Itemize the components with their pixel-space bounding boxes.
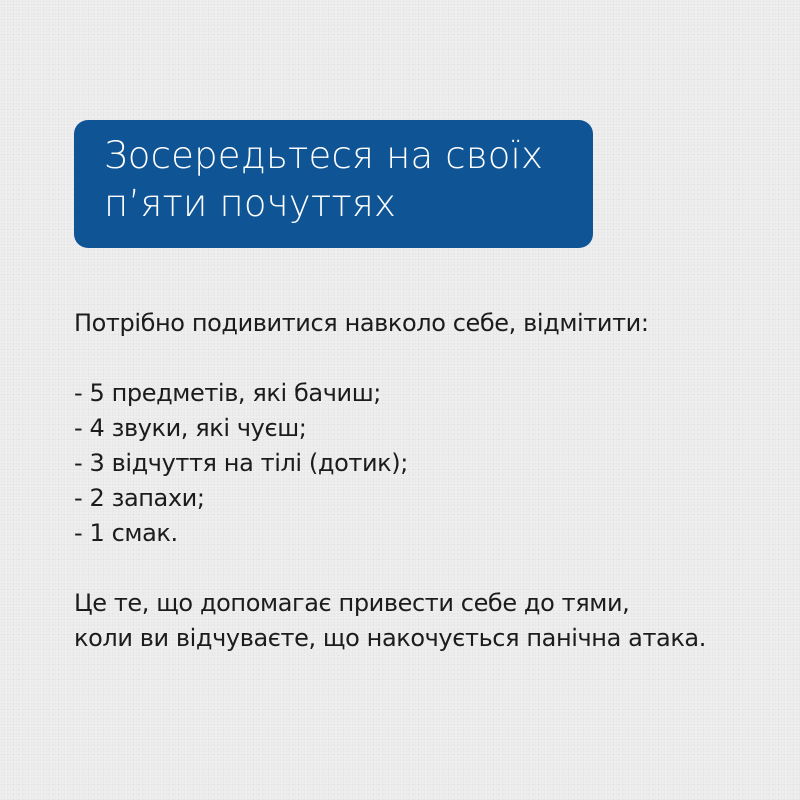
body-text: [74, 306, 754, 656]
title-line-1: Зосередьтеся на своїх: [104, 134, 544, 177]
senses-list: [74, 376, 754, 551]
list-item: - 1 смак.: [74, 519, 178, 547]
list-item: - 2 запахи;: [74, 484, 205, 512]
spacer: [74, 551, 754, 586]
title-line-2: п’яти почуттях: [104, 182, 397, 225]
intro-text: Потрібно подивитися навколо себе, відмітити:: [74, 309, 649, 337]
list-item: - 4 звуки, які чуєш;: [74, 414, 307, 442]
list-item: - 5 предметів, які бачиш;: [74, 379, 381, 407]
conclusion-line-1: Це те, що допомагає привести себе до тями,: [74, 589, 630, 617]
list-item: - 3 відчуття на тілі (дотик);: [74, 449, 408, 477]
title-banner: [74, 120, 593, 248]
spacer: [74, 341, 754, 376]
conclusion-line-2: коли ви відчуваєте, що накочується панічна атака.: [74, 624, 706, 652]
